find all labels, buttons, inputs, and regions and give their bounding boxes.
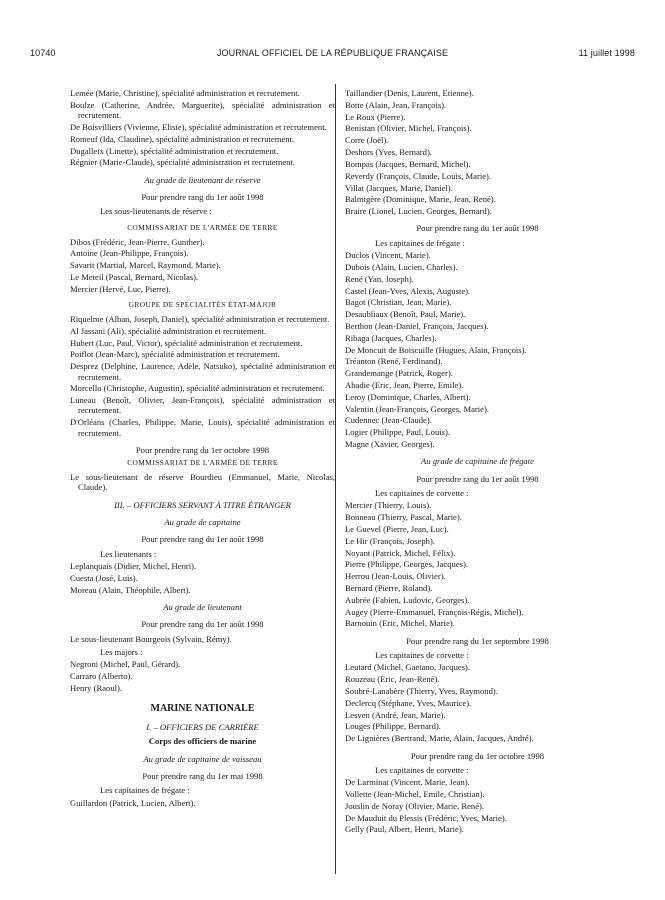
- rank-date: Pour prendre rang du 1er août 1998: [141, 192, 264, 202]
- entry: Régnier (Marie-Claude), spécialité administration et recrutement.: [70, 157, 296, 168]
- entry: Braire (Lionel, Lucien, Georges, Bernard).: [345, 206, 492, 217]
- entry: Soubré-Lanabère (Thierry, Yves, Raymond).: [345, 686, 498, 696]
- entry: Ribaga (Jacques, Charles).: [345, 332, 437, 343]
- entry-list: [345, 777, 610, 835]
- entry: Carraro (Alberto).: [70, 670, 133, 681]
- left-column: [70, 88, 335, 809]
- column-divider: [335, 84, 336, 874]
- group-label: Les capitaines de frégate :: [100, 785, 190, 796]
- entry: Le sous-lieutenant Bourgeois (Sylvain, Rémy).: [70, 633, 232, 644]
- entry-list: [70, 237, 335, 295]
- group-label: Les capitaines de corvette :: [375, 764, 469, 775]
- entry: Savarit (Martial, Marcel, Raymond, Marie).: [70, 260, 221, 271]
- entry: Grandemange (Patrick, Roger).: [345, 368, 453, 379]
- entry: Cuesta (José, Luis).: [70, 572, 138, 583]
- entry: Augey (Pierre-Emmanuel, François-Régis, Michel).: [345, 606, 524, 617]
- entry: Le Roux (Pierre).: [345, 111, 406, 122]
- entry-list: [345, 662, 610, 743]
- entry: Barnouin (Eric, Michel, Marie).: [345, 618, 455, 629]
- entry: De Boisvilliers (Vivienne, Elisie), spécialité administration et recrutement.: [70, 121, 327, 132]
- entry: Luneau (Benoît, Olivier, Jean-François), spécialité administration et recrutement.: [70, 395, 335, 416]
- entry: Dibos (Frédéric, Jean-Pierre, Gunther).: [70, 236, 205, 247]
- grade-heading: Au grade de lieutenant: [163, 601, 242, 612]
- entry: Poiflot (Jean-Marc), spécialité administration et recrutement.: [70, 349, 280, 360]
- entry: Rouzeau (Eric, Jean-René).: [345, 674, 440, 685]
- entry: Gelly (Paul, Albert, Henri, Marie).: [345, 824, 464, 835]
- entry: Le sous-lieutenant de réserve Bourdieu (Emmanuel, Marie, Nicolas, Claude).: [70, 472, 335, 493]
- corps-heading: Corps des officiers de marine: [148, 736, 257, 747]
- group-label: Les capitaines de frégate :: [375, 237, 465, 248]
- entry-list: [70, 314, 335, 438]
- entry: Jouslin de Noray (Olivier, Marie, René).: [345, 800, 485, 811]
- section-heading: GROUPE DE SPÉCIALITÉS ÉTAT-MAJOR: [128, 300, 277, 310]
- entry: Noyant (Patrick, Michel, Félix).: [345, 547, 456, 558]
- entry: Antoine (Jean-Philippe, François).: [70, 248, 189, 259]
- entry: Duclos (Vincent, Marie).: [345, 250, 431, 261]
- entry: Guillardon (Patrick, Lucien, Albert).: [70, 797, 196, 808]
- rank-date: Pour prendre rang du 1er octobre 1998: [135, 444, 270, 455]
- entry: Benistan (Olivier, Michel, François).: [345, 123, 472, 134]
- entry: Abadie (Eric, Jean, Pierre, Emile).: [345, 380, 464, 390]
- entry-list: [345, 250, 610, 449]
- entry: Tréanton (René, Ferdinand).: [345, 356, 443, 367]
- entry: Reverdy (François, Claude, Louis, Marie).: [345, 170, 492, 181]
- entry: Bagot (Christian, Jean, Marie).: [345, 297, 452, 308]
- grade-heading: Au grade de lieutenant de réserve: [144, 174, 261, 185]
- section-heading: I. – OFFICIERS DE CARRIÈRE: [146, 722, 259, 733]
- entry: Aubrée (Fabien, Ludovic, Georges).: [345, 594, 470, 605]
- entry: Dubois (Alain, Lucien, Charles).: [345, 261, 458, 272]
- entry: Mercier (Hervé, Luc, Pierre).: [70, 283, 171, 294]
- entry: Le Guevel (Pierre, Jean, Luc).: [345, 523, 449, 534]
- rank-date: Pour prendre rang du 1er mai 1998: [142, 771, 263, 781]
- entry: Leroy (Dominique, Charles, Albert).: [345, 391, 471, 402]
- entry: Pierre (Philippe, Georges, Jacques).: [345, 559, 468, 570]
- journal-title: JOURNAL OFFICIEL DE LA RÉPUBLIQUE FRANÇAISE: [216, 48, 449, 58]
- group-label: Les capitaines de corvette :: [375, 650, 469, 661]
- entry: Lesven (André, Jean, Marie).: [345, 709, 446, 720]
- entry: Louges (Philippe, Bernard).: [345, 721, 441, 732]
- entry-list: [70, 659, 335, 693]
- entry: Castel (Jean-Yves, Alexis, Auguste).: [345, 285, 471, 296]
- entry: Bompas (Jacques, Bernard, Michel).: [345, 158, 471, 169]
- entry: Magne (Xavier, Georges).: [345, 439, 435, 450]
- entry: Deshors (Yves, Bernard).: [345, 147, 432, 158]
- entry: Desaubliaux (Benoît, Paul, Marie).: [345, 309, 466, 320]
- entry: Al Jassani (Ali), spécialité administration et recrutement.: [70, 325, 267, 336]
- entry: De Larminat (Vincent, Marie, Jean).: [345, 777, 470, 788]
- entry: Leutard (Michel, Gaetano, Jacques).: [345, 662, 471, 673]
- grade-heading: Au grade de capitaine de frégate: [421, 456, 534, 467]
- page-header: [30, 48, 635, 62]
- entry: Berthon (Jean-Daniel, François, Jacques).: [345, 320, 489, 331]
- entry-list: [345, 88, 610, 216]
- entry: Leplanquais (Didier, Michel, Henri).: [70, 560, 197, 571]
- entry: Boulze (Catherine, Andrée, Marguerite), spécialité administration et recrutement.: [70, 99, 335, 121]
- entry: Logier (Philippe, Paul, Louis).: [345, 427, 451, 438]
- entry: D'Orléans (Charles, Philippe, Marie, Louis), spécialité administration et recrutement.: [70, 417, 335, 438]
- right-column: [345, 88, 610, 836]
- entry: Bonneau (Thierry, Pascal, Marie).: [345, 512, 462, 523]
- entry: Botte (Alain, Jean, François).: [345, 99, 447, 110]
- rank-date: Pour prendre rang du 1er septembre 1998: [406, 635, 549, 646]
- entry-list: [345, 500, 610, 628]
- entry: Balmigère (Dominique, Marie, Jean, René).: [345, 194, 496, 205]
- entry: Moreau (Alain, Théophile, Albert).: [70, 584, 191, 595]
- entry: Le Meteil (Pascal, Bernard, Nicolas).: [70, 271, 199, 282]
- grade-heading: Au grade de capitaine: [164, 517, 241, 527]
- entry: René (Yan, Joseph).: [345, 273, 414, 284]
- entry: Hubert (Luc, Paul, Victor), spécialité administration et recrutement.: [70, 337, 303, 348]
- entry: De Lignières (Bertrand, Marie, Alain, Jacques, André).: [345, 733, 534, 744]
- rank-date: Pour prendre rang du 1er août 1998: [141, 534, 264, 545]
- entry: Valentin (Jean-François, Georges, Marie).: [345, 403, 489, 414]
- entry: Riquelme (Alban, Joseph, Daniel), spécialité administration et recrutement.: [70, 313, 330, 324]
- entry-list: [70, 88, 335, 168]
- entry: Herrou (Jean-Louis, Olivier).: [345, 571, 446, 582]
- rank-date: Pour prendre rang du 1er août 1998: [141, 619, 264, 630]
- grade-heading: Au grade de capitaine de vaisseau: [143, 753, 262, 764]
- entry: Le Hir (François, Joseph).: [345, 535, 435, 546]
- entry: Bernard (Pierre, Roland).: [345, 583, 433, 593]
- group-label: Les lieutenants :: [100, 548, 157, 559]
- group-label: Les majors :: [100, 646, 143, 657]
- entry: Declercq (Stéphane, Yves, Maurice).: [345, 697, 472, 708]
- issue-date: 11 juillet 1998: [578, 48, 635, 58]
- rank-date: Pour prendre rang du 1er août 1998: [416, 473, 539, 484]
- entry: Villat (Jacques, Marie, Daniel).: [345, 182, 453, 193]
- entry: Vollette (Jean-Michel, Emile, Christian).: [345, 789, 485, 799]
- entry: Cudennec (Jean-Claude).: [345, 415, 432, 426]
- section-heading: COMMISSARIAT DE L'ARMÉE DE TERRE: [127, 458, 278, 468]
- group-label: Les sous-lieutenants de réserve :: [100, 206, 212, 217]
- group-label: Les capitaines de corvette :: [375, 488, 469, 498]
- entry: De Mauduit du Plessis (Frédéric, Yves, Marie).: [345, 812, 507, 823]
- entry: Morcello (Christophe, Augustin), spécialité administration et recrutement.: [70, 383, 325, 394]
- entry-list: [70, 561, 335, 595]
- page-number: 10740: [30, 48, 56, 58]
- entry: Romeuf (Ida, Claudine), spécialité administration et recrutement.: [70, 133, 295, 144]
- entry: Corre (Joël).: [345, 135, 389, 146]
- rank-date: Pour prendre rang du 1er août 1998: [416, 223, 539, 234]
- entry: Taillandier (Denis, Laurent, Etienne).: [345, 88, 474, 98]
- entry: Mercier (Thierry, Louis).: [345, 500, 432, 511]
- entry: Henry (Raoul).: [70, 682, 123, 693]
- entry: Desprez (Delphine, Laurence, Adèle, Natsuko), spécialité administration et recrutement.: [70, 361, 335, 382]
- section-heading: COMMISSARIAT DE L'ARMÉE DE TERRE: [127, 222, 278, 232]
- ministry-heading: MARINE NATIONALE: [150, 703, 255, 715]
- entry: Dugalleix (Linette), spécialité administration et recrutement.: [70, 145, 279, 156]
- entry: De Moncuit de Boiscuille (Hugues, Alain, François).: [345, 344, 527, 355]
- entry: Negroni (Michel, Paul, Gérard).: [70, 659, 181, 670]
- section-heading: III. – OFFICIERS SERVANT À TITRE ÉTRANGER: [114, 499, 291, 510]
- rank-date: Pour prendre rang du 1er octobre 1998: [410, 750, 545, 761]
- entry: Lemée (Marie, Christine), spécialité administration et recrutement.: [70, 88, 300, 98]
